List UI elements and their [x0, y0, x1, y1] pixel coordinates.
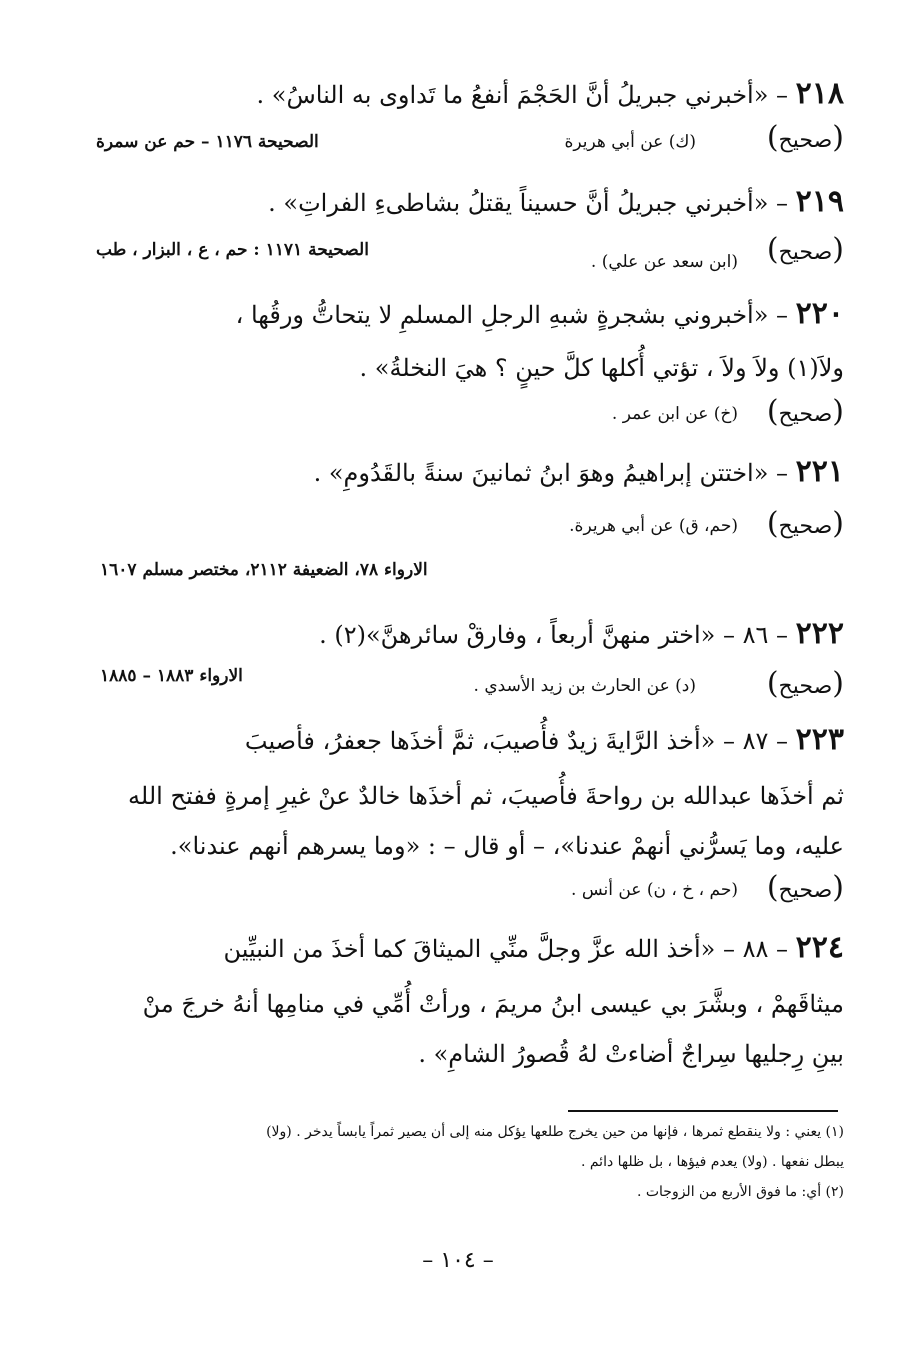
footnote-divider	[568, 1110, 838, 1112]
hadith-220-line-2: ولاَ(١) ولاَ ولاَ ، تؤتي أُكلها كلَّ حينٍ ؟ هيَ النخلةُ» .	[359, 354, 844, 382]
grade-badge: (صحيح)	[766, 120, 844, 155]
hadith-number: ٢٢٢	[795, 616, 844, 651]
hadith-223-line-1: ٢٢٣ – ٨٧ – «أخذ الرَّايةَ زيدٌ فأُصيبَ، ثمَّ أخذَها جعفرُ، فأصيبَ	[244, 722, 844, 757]
hadith-224-line-1: ٢٢٤ – ٨٨ – «أخذ الله عزَّ وجلَّ منِّي الميثاقَ كما أخذَ من النبيِّين	[223, 930, 844, 965]
footnote-1-cont: يبطل نفعها . (ولا) يعدم فيؤها ، بل ظلها دائم .	[580, 1154, 844, 1170]
grade-badge: (صحيح)	[766, 666, 844, 701]
hadith-223-line-2: ثم أخذَها عبدالله بن رواحةَ فأُصيبَ، ثم أخذَها خالدٌ عنْ غيرِ إمرةٍ ففتح الله	[128, 782, 844, 810]
hadith-reference: الصحيحة ١١٧١ : حم ، ع ، البزار ، طب	[96, 240, 369, 260]
hadith-number: ٢٢٠	[795, 296, 844, 331]
hadith-221-line-1: ٢٢١ – «اختتن إبراهيمُ وهوَ ابنُ ثمانينَ سنةً بالقَدُومِ» .	[313, 454, 844, 489]
hadith-219-line-1: ٢١٩ – «أخبرني جبريلُ أنَّ حسيناً يقتلُ بشاطىءِ الفراتِ» .	[268, 184, 844, 219]
hadith-222-line-1: ٢٢٢ – ٨٦ – «اختر منهنَّ أربعاً ، وفارقْ سائرهنَّ»(٢) .	[319, 616, 844, 651]
hadith-number: ٢٢١	[795, 454, 844, 489]
hadith-number: ٢٢٣	[795, 722, 844, 757]
hadith-218-line-1: ٢١٨ – «أخبرني جبريلُ أنَّ الحَجْمَ أنفعُ ما تَداوى به الناسُ» .	[256, 76, 844, 111]
hadith-number: ٢١٩	[795, 184, 844, 219]
hadith-number: ٢٢٤	[795, 930, 844, 965]
footnote-1: (١) يعني : ولا ينقطع ثمرها ، فإنها من حين يخرج طلعها يؤكل منه إلى أن يصير ثمراً يابساً يدخر . (ولا)	[266, 1124, 844, 1140]
hadith-224-line-3: بينِ رِجليها سِراجٌ أضاءتْ لهُ قُصورُ الشامِ» .	[418, 1040, 844, 1068]
hadith-source: (حم، ق) عن أبي هريرة.	[569, 516, 738, 536]
hadith-source: (خ) عن ابن عمر .	[611, 404, 738, 424]
hadith-source: (د) عن الحارث بن زيد الأسدي .	[473, 676, 696, 696]
hadith-220-line-1: ٢٢٠ – «أخبروني بشجرةٍ شبهِ الرجلِ المسلمِ لا يتحاتُّ ورقُها ،	[235, 296, 844, 331]
hadith-224-line-2: ميثاقَهمْ ، وبشَّرَ بي عيسى ابنُ مريمَ ، ورأتْ أُمِّي في منامِها أنهُ خرجَ منْ	[142, 990, 844, 1018]
hadith-223-line-3: عليه، وما يَسرُّني أنهمْ عندنا»، – أو قال – : «وما يسرهم أنهم عندنا».	[170, 832, 844, 860]
hadith-source: (ابن سعد عن علي) .	[590, 252, 738, 272]
grade-badge: (صحيح)	[766, 232, 844, 267]
hadith-source: (حم ، خ ، ن) عن أنس .	[571, 880, 738, 900]
footnote-2: (٢) أي: ما فوق الأربع من الزوجات .	[636, 1184, 844, 1200]
page-number: – ١٠٤ –	[422, 1248, 494, 1273]
grade-badge: (صحيح)	[766, 506, 844, 541]
grade-badge: (صحيح)	[766, 394, 844, 429]
hadith-source: (ك) عن أبي هريرة	[564, 132, 696, 152]
hadith-number: ٢١٨	[795, 76, 844, 111]
hadith-reference: الصحيحة ١١٧٦ – حم عن سمرة	[96, 132, 319, 152]
hadith-reference: الارواء ٧٨، الضعيفة ٢١١٢، مختصر مسلم ١٦٠٧	[100, 560, 428, 580]
hadith-reference: الارواء ١٨٨٣ – ١٨٨٥	[100, 666, 243, 686]
grade-badge: (صحيح)	[766, 870, 844, 905]
